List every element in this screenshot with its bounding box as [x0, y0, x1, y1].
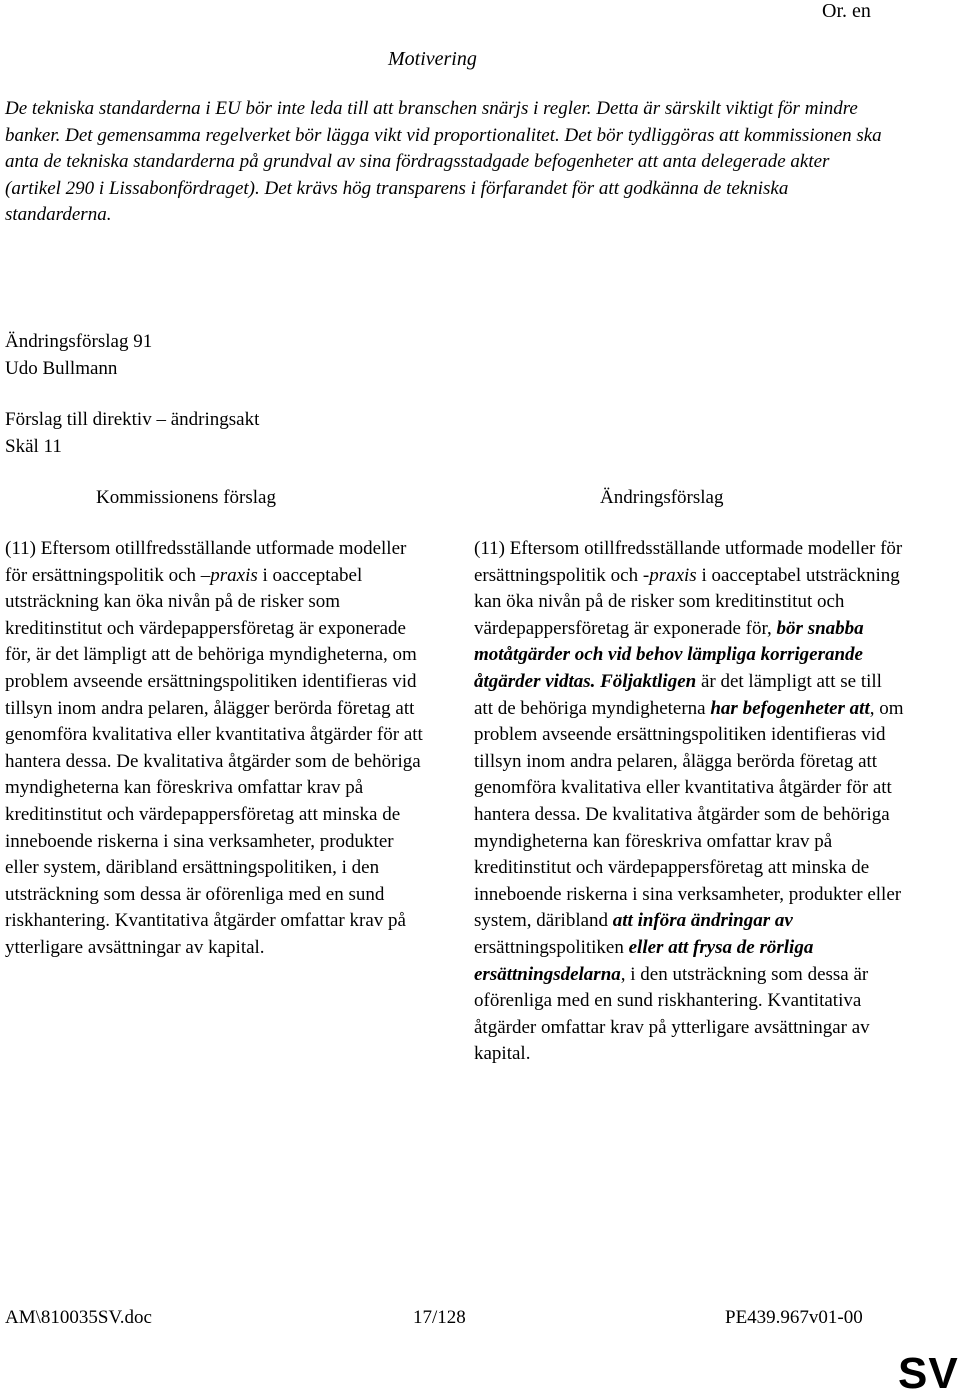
motivering-text: De tekniska standarderna i EU bör inte leda till att branschen snärjs i regler. Detta är särskilt viktigt för mindre banker. Det gemensamma regelverket bör lägga vikt vid proportionalitet. Det bör tydliggöras att kommissionen ska anta de tekniska standarderna på grundval av sina fördragsstadgade befogenheter att anta delegerade akter (artikel 290 i Lissabonfördraget). Det krävs hög transparens i förfarandet för att godkänna de tekniska standarderna. — [5, 98, 882, 225]
right-text-added: eller att frysa de rörliga ersättningsdelarna — [474, 936, 814, 985]
right-text-added: att införa ändringar av — [612, 910, 793, 932]
footer-pe-ref: PE439.967v01-00 — [725, 1307, 863, 1328]
left-text-part: i oacceptabel utsträckning kan öka nivån på de risker som kreditinstitut och värdepappersföretag är exponerade för, är det lämpligt att de behöriga myndigheterna, om problem avseende ersättningspolitiken identifieras vid tillsyn inom andra pelaren, ålägger berörda företag att genomföra kvalitativa eller kvantitativa åtgärder för att hantera dessa. De kvalitativa åtgärder som de behöriga myndigheterna kan föreskriva omfattar krav på kreditinstitut och värdepappersföretag att minska de inneboende riskerna i sina verksamheter, produkter eller system, däribland ersättningspolitiken, i den utsträckning som dessa är oförenliga med en sund riskhantering. Kvantitativa åtgärder omfattar krav på ytterligare avsättningar av kapital. — [5, 564, 423, 958]
right-text-part: är det lämpligt att se till att de behöriga myndigheterna — [474, 670, 882, 719]
amendment-author: Udo Bullmann — [5, 357, 118, 379]
amendment-number: Ändringsförslag 91 — [5, 331, 153, 352]
amendment-column-heading: Ändringsförslag — [600, 487, 724, 508]
original-language-label: Or. en — [822, 0, 871, 22]
right-text-added: har befogenheter att — [710, 697, 870, 719]
amendment-text — [474, 536, 904, 1068]
footer-page-number: 17/128 — [413, 1307, 466, 1328]
language-mark: SV — [898, 1349, 959, 1398]
proposal-type: Förslag till direktiv – ändringsakt — [5, 409, 260, 430]
commission-proposal-heading: Kommissionens förslag — [96, 487, 276, 508]
right-text-part: i oacceptabel utsträckning kan öka nivån på de risker som kreditinstitut och värdepappersföretag är exponerade för, — [474, 564, 900, 639]
recital-label: Skäl 11 — [5, 435, 62, 457]
right-text-italic: -praxis — [642, 564, 697, 586]
proposal-header — [5, 407, 259, 460]
right-text-part: , om problem avseende ersättningspolitiken identifieras vid tillsyn inom andra pelaren, ålägga berörda företag att genomföra kvalitativa eller kvantitativa åtgärder för att hantera dessa. De kvalitativa åtgärder som de behöriga myndigheterna kan föreskriva omfattar krav på kreditinstitut och värdepappersföretag att minska de inneboende riskerna i sina verksamheter, produkter eller system, däribland — [474, 697, 904, 932]
footer-doc-ref: AM\810035SV.doc — [5, 1307, 152, 1328]
commission-proposal-text — [5, 536, 425, 962]
left-text-part: (11) Eftersom otillfredsställande utformade modeller för ersättningspolitik och — [5, 538, 407, 586]
amendment-header — [5, 329, 152, 382]
right-text-part: (11) Eftersom otillfredsställande utformade modeller för ersättningspolitik och — [474, 538, 903, 586]
left-text-italic: –praxis — [200, 564, 258, 586]
right-text-part: ersättningspolitiken — [474, 936, 629, 958]
right-text-part: , i den utsträckning som dessa är oförenliga med en sund riskhantering. Kvantitativa åtgärder omfattar krav på ytterligare avsättningar av kapital. — [474, 963, 870, 1065]
right-text-added: bör snabba motåtgärder och vid behov lämpliga korrigerande åtgärder vidtas. Följaktligen — [474, 617, 864, 692]
motivering-heading: Motivering — [388, 48, 477, 70]
